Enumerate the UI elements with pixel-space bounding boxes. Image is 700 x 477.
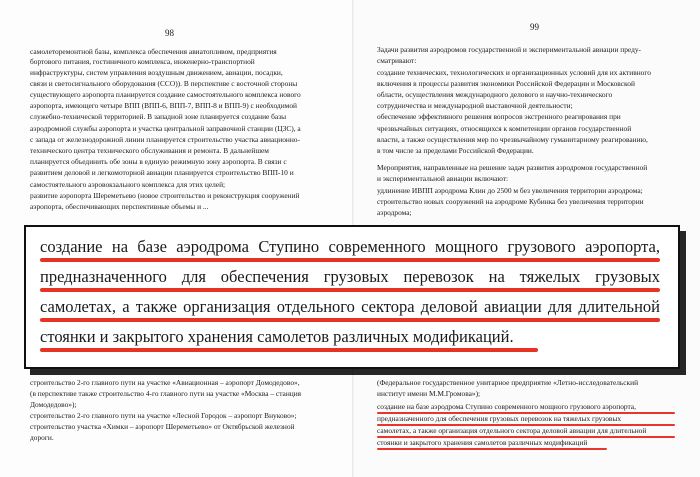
callout-line: стоянки и закрытого хранения самолетов различных модификаций. xyxy=(40,327,514,346)
text-line: институт имени М.М.Громова»); xyxy=(377,389,481,398)
text-line: бортового питания, гостиничного комплекса, инженерно-транспортной xyxy=(30,57,255,66)
text-line: чрезвычайных ситуациях, относящихся к компетенции органов государственной xyxy=(377,124,632,133)
text-line: существующего аэропорта планируется создание самостоятельного комплекса нового xyxy=(30,90,301,99)
text-line: власти, а также осуществления мер по чрезвычайному гуманитарному реагированию, xyxy=(377,135,648,144)
text-line: аэропорта, обеспечивающих перспективные объемы и ... xyxy=(30,202,209,211)
highlight-underline xyxy=(40,348,538,352)
highlight-underline xyxy=(40,258,660,262)
callout-line: предназначенного для обеспечения грузовых перевозок на тяжелых грузовых xyxy=(40,267,660,286)
highlighted-line: предназначенного для обеспечения грузовых перевозок на тяжелых грузовых xyxy=(377,414,622,423)
text-line: самолеторемонтной базы, комплекса обеспечения авиатопливом, предприятия xyxy=(30,47,277,56)
highlighted-line: самолетах, а также организация отдельного сектора деловой авиации для длительной xyxy=(377,426,647,435)
text-line: строительство участка «Химки – аэропорт Шереметьево» от Октябрьской железной xyxy=(30,422,295,431)
zoom-callout xyxy=(24,225,680,369)
text-line: (в перспективе также строительство 4-го главного пути на участке «Москва – станция xyxy=(30,389,302,398)
callout-line: создание на базе аэродрома Ступино современного мощного грузового аэропорта, xyxy=(40,237,660,256)
text-line: связи и светосигнального оборудования (ССО)). В перспективе с восточной стороны xyxy=(30,79,298,88)
text-line: самостоятельного аэровокзального комплекса для этих целей; xyxy=(30,180,226,189)
text-line: удлинение ИВПП аэродрома Клин до 2500 м без увеличения территории аэродрома; xyxy=(377,186,643,195)
page-number: 98 xyxy=(165,28,174,38)
text-line: сматривают: xyxy=(377,56,417,65)
highlighted-line: стоянки и закрытого хранения самолетов различных модификаций xyxy=(377,438,588,447)
text-line: аэродромной службы аэропорта и участка центральной заправочной станции (ЦЗС), а xyxy=(30,124,301,133)
page-number: 99 xyxy=(530,22,539,32)
highlighted-line: создание на базе аэродрома Ступино современного мощного грузового аэропорта, xyxy=(377,402,636,411)
text-line: технического центра технического обслуживания и ремонта. В дальнейшем xyxy=(30,146,269,155)
text-line: (Федеральное государственное унитарное предприятие «Летно-исследовательский xyxy=(377,378,639,387)
text-line: Домодедово»); xyxy=(30,400,77,409)
text-line: развитие аэропорта Шереметьево (новое строительство и реконструкция сооружений xyxy=(30,191,300,200)
text-line: строительство новых сооружений на аэродроме Кубинка без увеличения территории xyxy=(377,197,644,206)
text-line: обеспечение эффективного решения вопросов экстренного реагирования при xyxy=(377,112,621,121)
text-line: области, осуществления международного делового и научно-технического xyxy=(377,90,613,99)
text-line: планируется объединить обе зоны в единую режимную зону аэропорта. В связи с xyxy=(30,157,287,166)
text-line: создание технических, технологических и организационных условий для их активного xyxy=(377,68,651,77)
text-line: развитием деловой и легкомоторной авиации планируется строительство ВПП-10 и xyxy=(30,168,294,177)
callout-line: самолетах, а также организация отдельного сектора деловой авиации для длительной xyxy=(40,297,660,316)
highlight-underline xyxy=(377,448,607,450)
text-line: строительство 2-го главного пути на участке «Авиационная – аэропорт Домодедово», xyxy=(30,378,300,387)
text-line: инфраструктуры, систем управления воздушным движением, авиации, посадки, xyxy=(30,68,283,77)
text-line: в том числе за пределами Российской Федерации. xyxy=(377,146,534,155)
text-line: Мероприятия, направленные на решение задач развития аэродромов государственной xyxy=(377,163,648,172)
highlight-underline xyxy=(40,318,660,322)
text-line: служебно-технической территорией. В западной зоне планируется создание базы xyxy=(30,112,287,121)
text-line: с запада от железнодорожной линии планируется строительство участка авиационно- xyxy=(30,135,300,144)
text-line: и экспериментальной авиации включают: xyxy=(377,174,509,183)
text-line: аэродрома; xyxy=(377,208,412,217)
text-line: строительство 2-го главного пути на участке «Лесной Городок – аэропорт Внуково»; xyxy=(30,411,297,420)
text-line: дороги. xyxy=(30,433,54,442)
text-line: сотрудничества и международной выставочной деятельности; xyxy=(377,101,573,110)
highlight-underline xyxy=(40,288,660,292)
text-line: Задачи развития аэродромов государственной и экспериментальной авиации преду- xyxy=(377,45,641,54)
text-line: аэропорта, имеющего четыре ВПП (ВПП-6, ВПП-7, ВПП-8 и ВПП-9) с необходимой xyxy=(30,101,297,110)
text-line: включения в процессы развития экономики Российской Федерации и Московской xyxy=(377,79,635,88)
